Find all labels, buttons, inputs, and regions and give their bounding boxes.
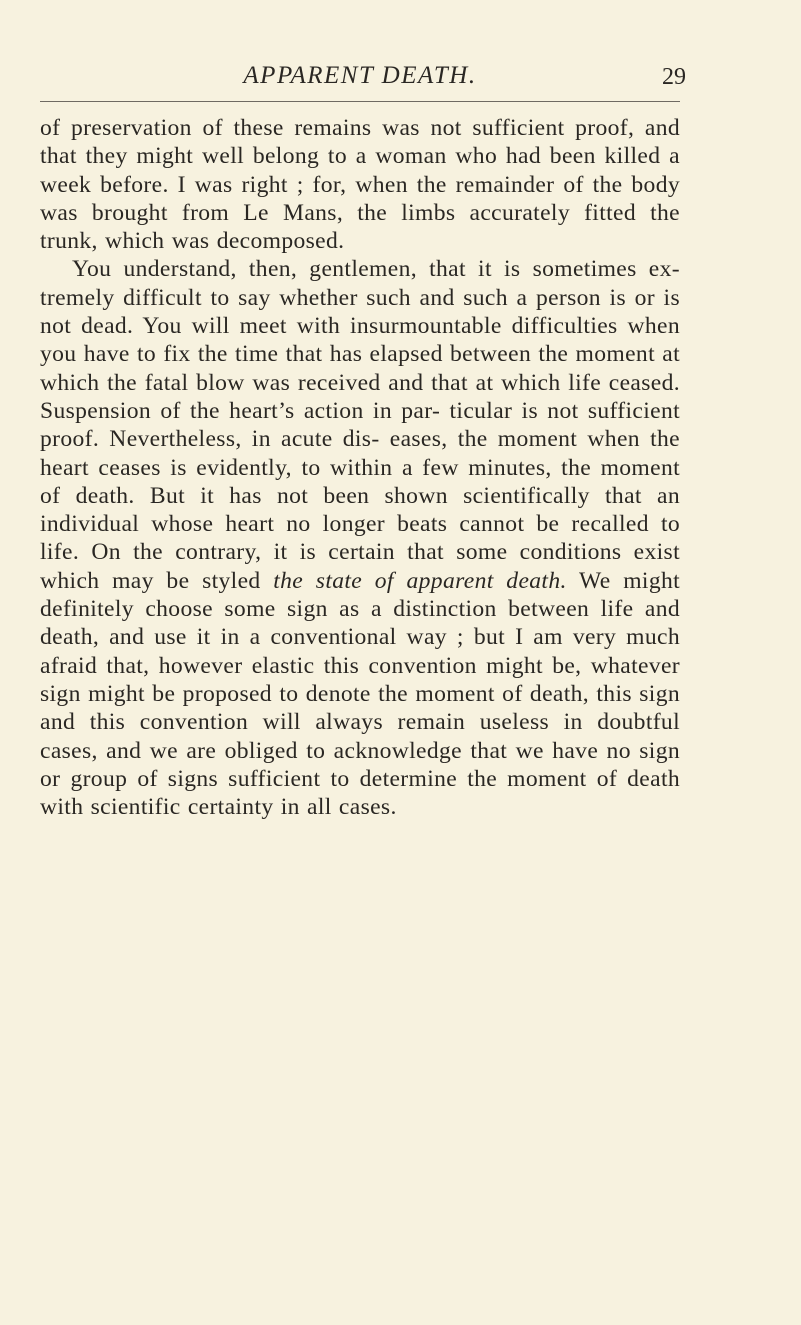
page-number: 29 <box>662 64 686 90</box>
running-head: APPARENT DEATH. <box>243 62 477 89</box>
header-rule <box>40 101 680 102</box>
page-header <box>40 60 686 100</box>
paragraph-2-part-a: You understand, then, gentlemen, that it is sometimes ex- tremely difficult to say whether such and such a person is or is not dead. You will meet with insurmountable difficulties when you have to fix the time that has elapsed between the moment at which the fatal blow was received and that at which life ceased. Suspension of the heart’s action in par- ticular is not sufficient proof. Nevertheless, in acute dis- eases, the moment when the heart ceases is evidently, to within a few minutes, the moment of death. But it has not been shown scientifically that an individual whose heart no longer beats cannot be recalled to life. On the contrary, it is certain that some conditions exist which may be styled <box>40 256 680 594</box>
italic-phrase: the state of apparent death. <box>273 567 567 594</box>
body-text <box>40 114 680 821</box>
paragraph-2-part-b: We might definitely choose some sign as a distinction between life and death, and use it in a conventional way ; but I am very much afraid that, however elastic this convention might be, whatever sign might be proposed to denote the moment of death, this sign and this convention will always remain useless in doubtful cases, and we are obliged to acknowledge that we have no sign or group of signs sufficient to determine the moment of death with scientific certainty in all cases. <box>40 567 681 821</box>
paragraph-1: of preservation of these remains was not sufficient proof, and that they might well belong to a woman who had been killed a week before. I was right ; for, when the remainder of the body was brought from Le Mans, the limbs accurately fitted the trunk, which was decomposed. <box>40 115 680 255</box>
paragraph-2 <box>40 255 680 821</box>
